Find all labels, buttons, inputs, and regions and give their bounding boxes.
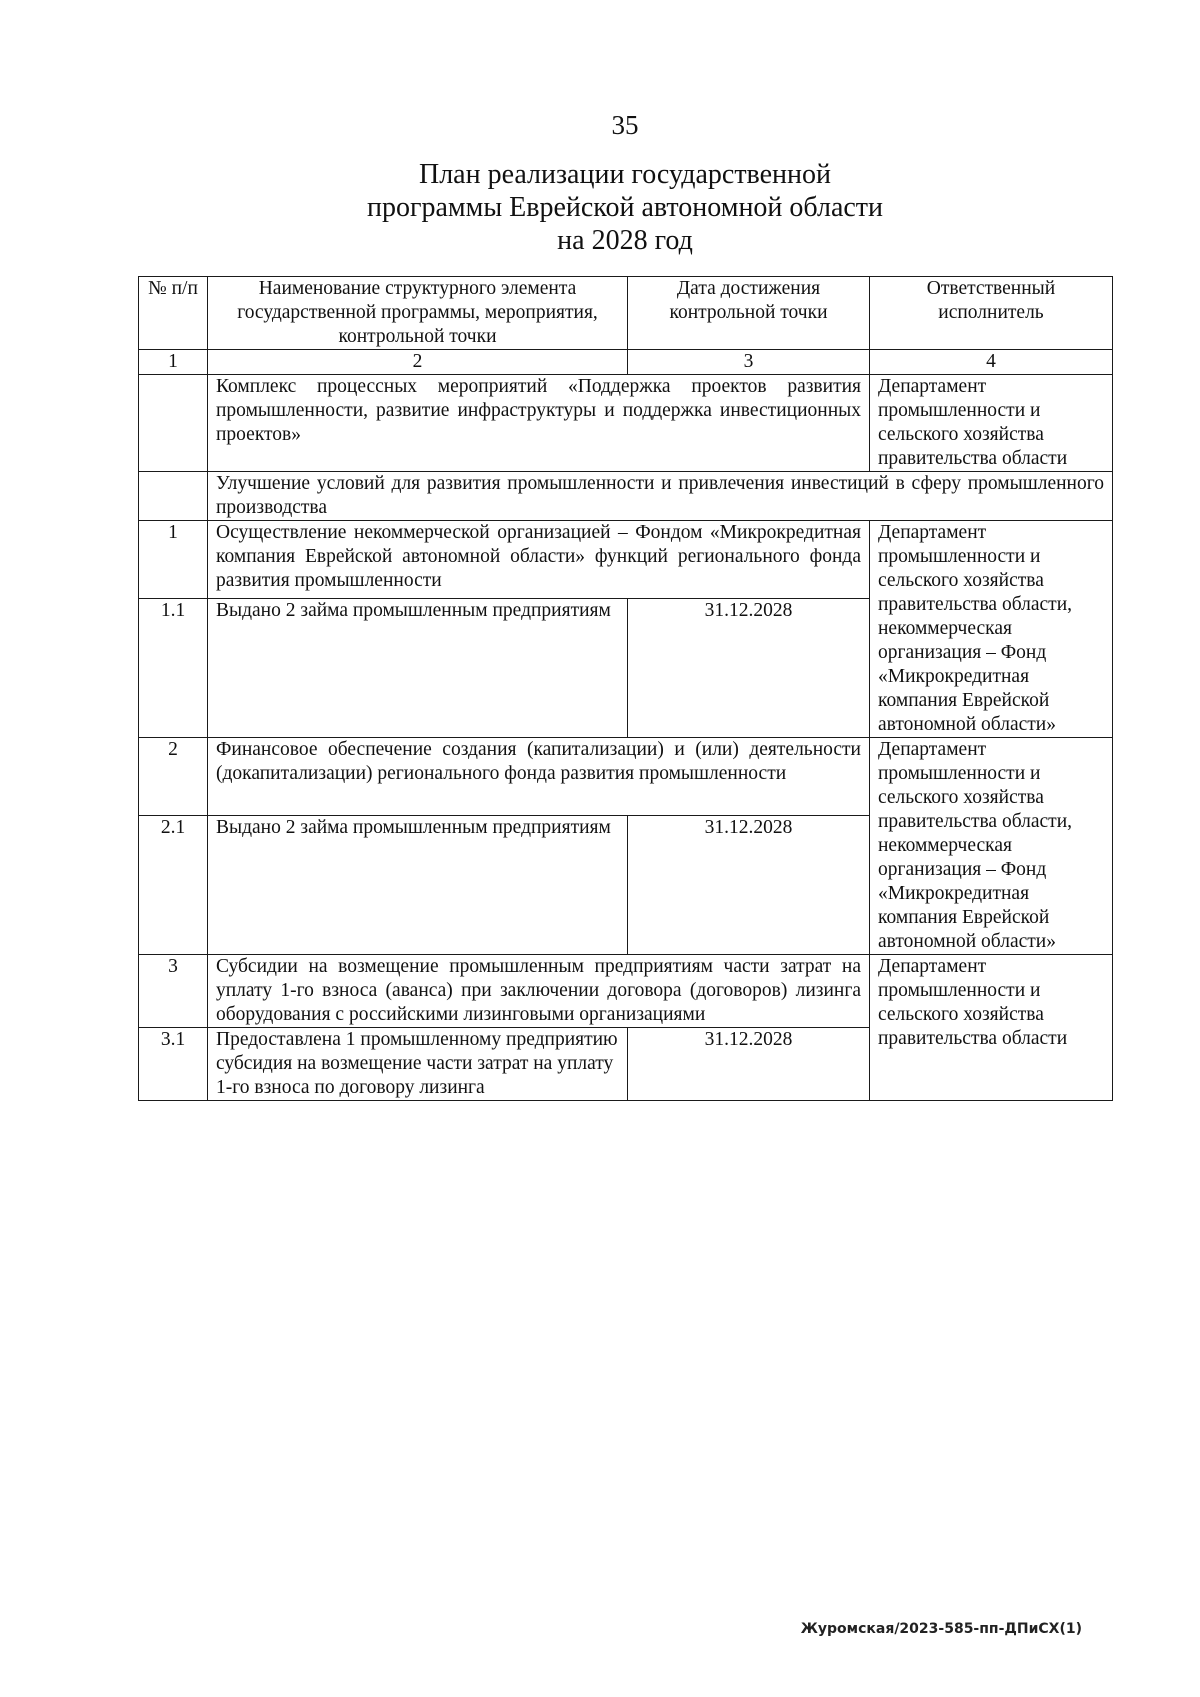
- row-date: 31.12.2028: [628, 1028, 870, 1101]
- row-num: 1.1: [139, 599, 208, 738]
- complex-num: [139, 375, 208, 472]
- task-row: [139, 472, 1113, 521]
- col-number: 3: [628, 350, 870, 375]
- complex-name: Комплекс процессных мероприятий «Поддержка проектов развития промышленности, развитие инфраструктуры и поддержка инвестиционных проектов»: [208, 375, 870, 472]
- row-executor: Департамент промышленности и сельского хозяйства правительства области, некоммерческая организация – Фонд «Микрокредитная компания Еврейской автономной области»: [870, 738, 1113, 955]
- table-row: [139, 955, 1113, 1028]
- row-date: 31.12.2028: [628, 599, 870, 738]
- table-header-row: [139, 277, 1113, 350]
- col-number: 1: [139, 350, 208, 375]
- header-executor: Ответственный исполнитель: [870, 277, 1113, 350]
- complex-row: [139, 375, 1113, 472]
- row-num: 1: [139, 521, 208, 599]
- row-executor: Департамент промышленности и сельского хозяйства правительства области, некоммерческая организация – Фонд «Микрокредитная компания Еврейской автономной области»: [870, 521, 1113, 738]
- table-row: [139, 738, 1113, 816]
- row-name: Осуществление некоммерческой организацией – Фондом «Микрокредитная компания Еврейской автономной области» функций регионального фонда развития промышленности: [208, 521, 870, 599]
- row-name: Выдано 2 займа промышленным предприятиям: [208, 816, 628, 955]
- task-name: Улучшение условий для развития промышленности и привлечения инвестиций в сферу промышленного производства: [208, 472, 1113, 521]
- row-num: 3.1: [139, 1028, 208, 1101]
- row-num: 2.1: [139, 816, 208, 955]
- column-numbers-row: [139, 350, 1113, 375]
- header-date: Дата достижения контрольной точки: [628, 277, 870, 350]
- row-num: 2: [139, 738, 208, 816]
- row-name: Предоставлена 1 промышленному предприятию субсидия на возмещение части затрат на уплату 1-го взноса по договору лизинга: [208, 1028, 628, 1101]
- row-date: 31.12.2028: [628, 816, 870, 955]
- title-line: программы Еврейской автономной области: [366, 192, 884, 223]
- complex-executor: Департамент промышленности и сельского хозяйства правительства области: [870, 375, 1113, 472]
- row-executor: Департамент промышленности и сельского хозяйства правительства области: [870, 955, 1113, 1101]
- header-num: № п/п: [139, 277, 208, 350]
- row-name: Финансовое обеспечение создания (капитализации) и (или) деятельности (докапитализации) регионального фонда развития промышленности: [208, 738, 870, 816]
- col-number: 2: [208, 350, 628, 375]
- title-line: План реализации государственной: [418, 159, 831, 190]
- row-name: Субсидии на возмещение промышленным предприятиям части затрат на уплату 1-го взноса (аванса) при заключении договора (договоров) лизинга оборудования с российскими лизинговыми организациями: [208, 955, 870, 1028]
- document-footer-code: Журомская/2023-585-пп-ДПиСХ(1): [800, 1621, 1082, 1637]
- row-num: 3: [139, 955, 208, 1028]
- col-number: 4: [870, 350, 1113, 375]
- header-name: Наименование структурного элемента государственной программы, мероприятия, контрольной точки: [208, 277, 628, 350]
- plan-table: [138, 276, 1113, 1101]
- task-num: [139, 472, 208, 521]
- title-line: на 2028 год: [557, 225, 693, 256]
- table-row: [139, 521, 1113, 599]
- page-number: 35: [611, 110, 639, 140]
- row-name: Выдано 2 займа промышленным предприятиям: [208, 599, 628, 738]
- document-title: [0, 158, 1200, 257]
